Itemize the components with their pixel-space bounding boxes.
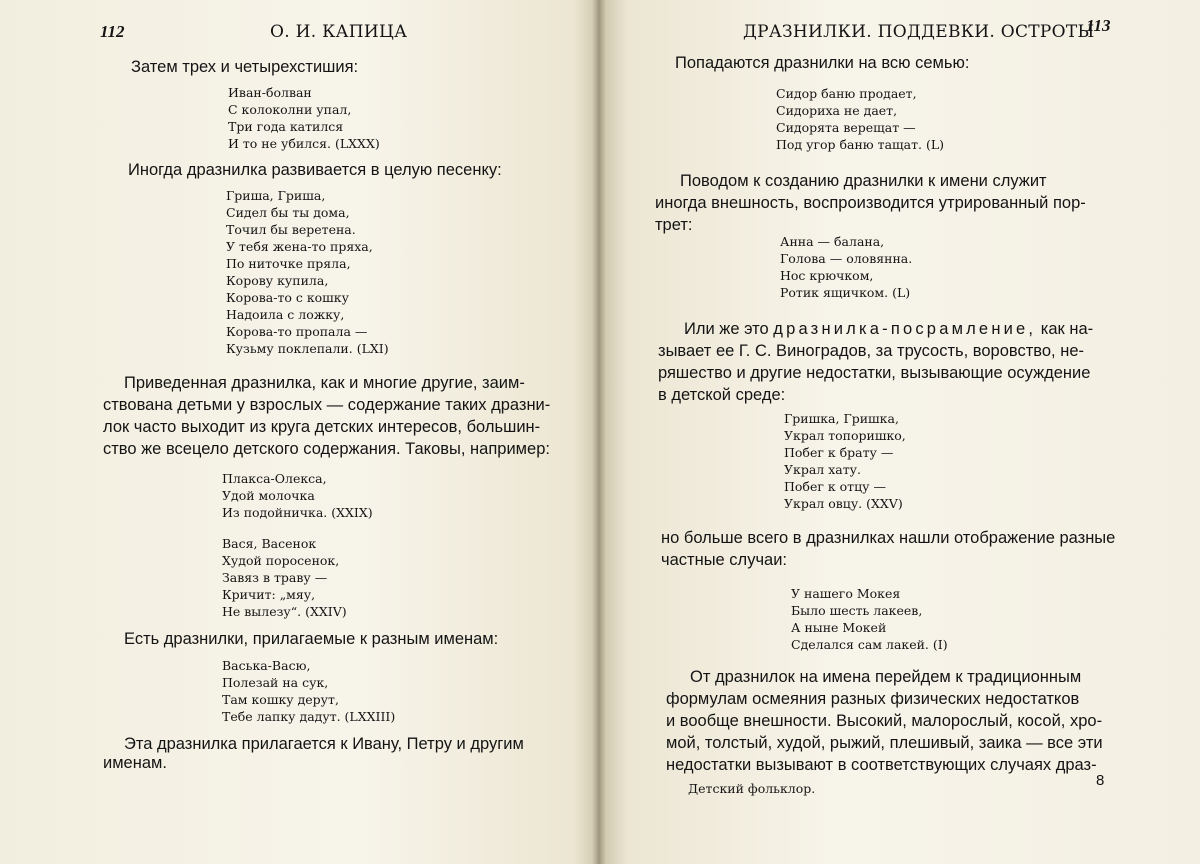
verse-line: Корова-то с кошку [226, 290, 349, 305]
paragraph-line: От дразнилок на имена перейдем к традиционным [690, 668, 1082, 686]
paragraph-line: частные случаи: [661, 551, 788, 569]
verse-line: Васька-Васю, [222, 658, 311, 673]
paragraph-line: мой, толстый, худой, рыжий, плешивый, заика — все эти [666, 734, 1103, 752]
paragraph-line: Приведенная дразнилка, как и многие другие, заим- [124, 374, 525, 392]
footer-signature: Детский фольклор. [688, 781, 816, 796]
book-spine-shadow [592, 0, 606, 864]
verse-line: Сидориха не дает, [776, 103, 898, 118]
right-page-number: 113 [1086, 16, 1111, 35]
paragraph-text: Или же это [684, 320, 774, 338]
verse-line: Сидорята верещат — [776, 120, 916, 135]
paragraph-line: лок часто выходит из круга детских интересов, большин- [103, 418, 541, 436]
paragraph-line: формулам осмеяния разных физических недостатков [666, 690, 1080, 708]
verse-line: Завяз в траву — [222, 570, 328, 585]
verse-line: Украл топоришко, [784, 428, 906, 443]
verse-line: Кричит: „мяу, [222, 587, 316, 602]
paragraph-line: именам. [103, 754, 167, 772]
verse-line: Корову купила, [226, 273, 329, 288]
paragraph-line [684, 318, 1093, 340]
verse-line: А ныне Мокей [791, 620, 887, 635]
verse-line: Удой молочка [222, 488, 315, 503]
verse-line: Голова — оловянна. [780, 251, 913, 266]
verse-line: Точил бы веретена. [226, 222, 356, 237]
intro-names: Есть дразнилки, прилагаемые к разным именам: [124, 630, 499, 648]
verse-line: Нос крючком, [780, 268, 874, 283]
verse-line: Украл хату. [784, 462, 861, 477]
verse-line: Плакса-Олекса, [222, 471, 327, 486]
verse-line: Там кошку дерут, [222, 692, 339, 707]
verse-line: У тебя жена-то пряха, [226, 239, 373, 254]
paragraph-line: недостатки вызывают в соответствующих случаях драз- [666, 756, 1097, 774]
verse-line: Надоила с ложку, [226, 307, 345, 322]
verse-line: Кузьму поклепали. (LXI) [226, 341, 389, 356]
right-running-head: ДРАЗНИЛКИ. ПОДДЕВКИ. ОСТРОТЫ [743, 22, 1095, 42]
intro-family: Попадаются дразнилки на всю семью: [675, 54, 970, 72]
verse-line: Сделался сам лакей. (I) [791, 637, 948, 652]
paragraph-line: но больше всего в дразнилках нашли отображение разные [661, 529, 1116, 547]
verse-line: Украл овцу. (XXV) [784, 496, 903, 511]
verse-line: Три года катился [228, 119, 344, 134]
paragraph-text: как на- [1036, 320, 1094, 338]
verse-line: С колоколни упал, [228, 102, 352, 117]
verse-line: Анна — балана, [780, 234, 885, 249]
verse-line: Гришка, Гришка, [784, 411, 899, 426]
paragraph-line: Эта дразнилка прилагается к Ивану, Петру и другим [124, 735, 524, 753]
verse-line: Иван-болван [228, 85, 312, 100]
verse-line: Побег к отцу — [784, 479, 886, 494]
paragraph-line: трет: [655, 216, 693, 234]
verse-line: Побег к брату — [784, 445, 894, 460]
verse-line: Худой поросенок, [222, 553, 340, 568]
verse-line: По ниточке пряла, [226, 256, 351, 271]
intro-triple: Затем трех и четырехстишия: [131, 58, 359, 76]
paragraph-line: иногда внешность, воспроизводится утрированный пор- [655, 194, 1086, 212]
intro-song: Иногда дразнилка развивается в целую песенку: [128, 161, 502, 179]
paragraph-line: Поводом к созданию дразнилки к имени служит [680, 172, 1047, 190]
spaced-term: дразнилка-посрамление, [773, 320, 1037, 338]
left-running-head: О. И. КАПИЦА [270, 22, 408, 42]
left-page [0, 0, 598, 864]
paragraph-line: и вообще внешности. Высокий, малорослый, косой, хро- [666, 712, 1103, 730]
paragraph-line: ствована детьми у взрослых — содержание таких дразни- [103, 396, 551, 414]
verse-line: Сидор баню продает, [776, 86, 917, 101]
verse-line: Гриша, Гриша, [226, 188, 326, 203]
paragraph-line: ство же всецело детского содержания. Таковы, например: [103, 440, 550, 458]
verse-line: Было шесть лакеев, [791, 603, 923, 618]
verse-line: Из подойничка. (XXIX) [222, 505, 373, 520]
verse-line: Не вылезу“. (XXIV) [222, 604, 347, 619]
verse-line: Ротик ящичком. (L) [780, 285, 911, 300]
verse-line: Вася, Васенок [222, 536, 317, 551]
verse-line: И то не убился. (LXXX) [228, 136, 380, 151]
paragraph-line: в детской среде: [658, 386, 786, 404]
verse-line: Полезай на сук, [222, 675, 329, 690]
left-page-number: 112 [100, 22, 125, 41]
paragraph-line: ряшество и другие недостатки, вызывающие осуждение [658, 364, 1091, 382]
verse-line: У нашего Мокея [791, 586, 901, 601]
verse-line: Под угор баню тащат. (L) [776, 137, 945, 152]
verse-line: Тебе лапку дадут. (LXXIII) [222, 709, 396, 724]
footer-number: 8 [1096, 772, 1105, 789]
verse-line: Сидел бы ты дома, [226, 205, 350, 220]
right-page [598, 0, 1200, 864]
paragraph-line: зывает ее Г. С. Виноградов, за трусость, воровство, не- [658, 342, 1085, 360]
verse-line: Корова-то пропала — [226, 324, 368, 339]
